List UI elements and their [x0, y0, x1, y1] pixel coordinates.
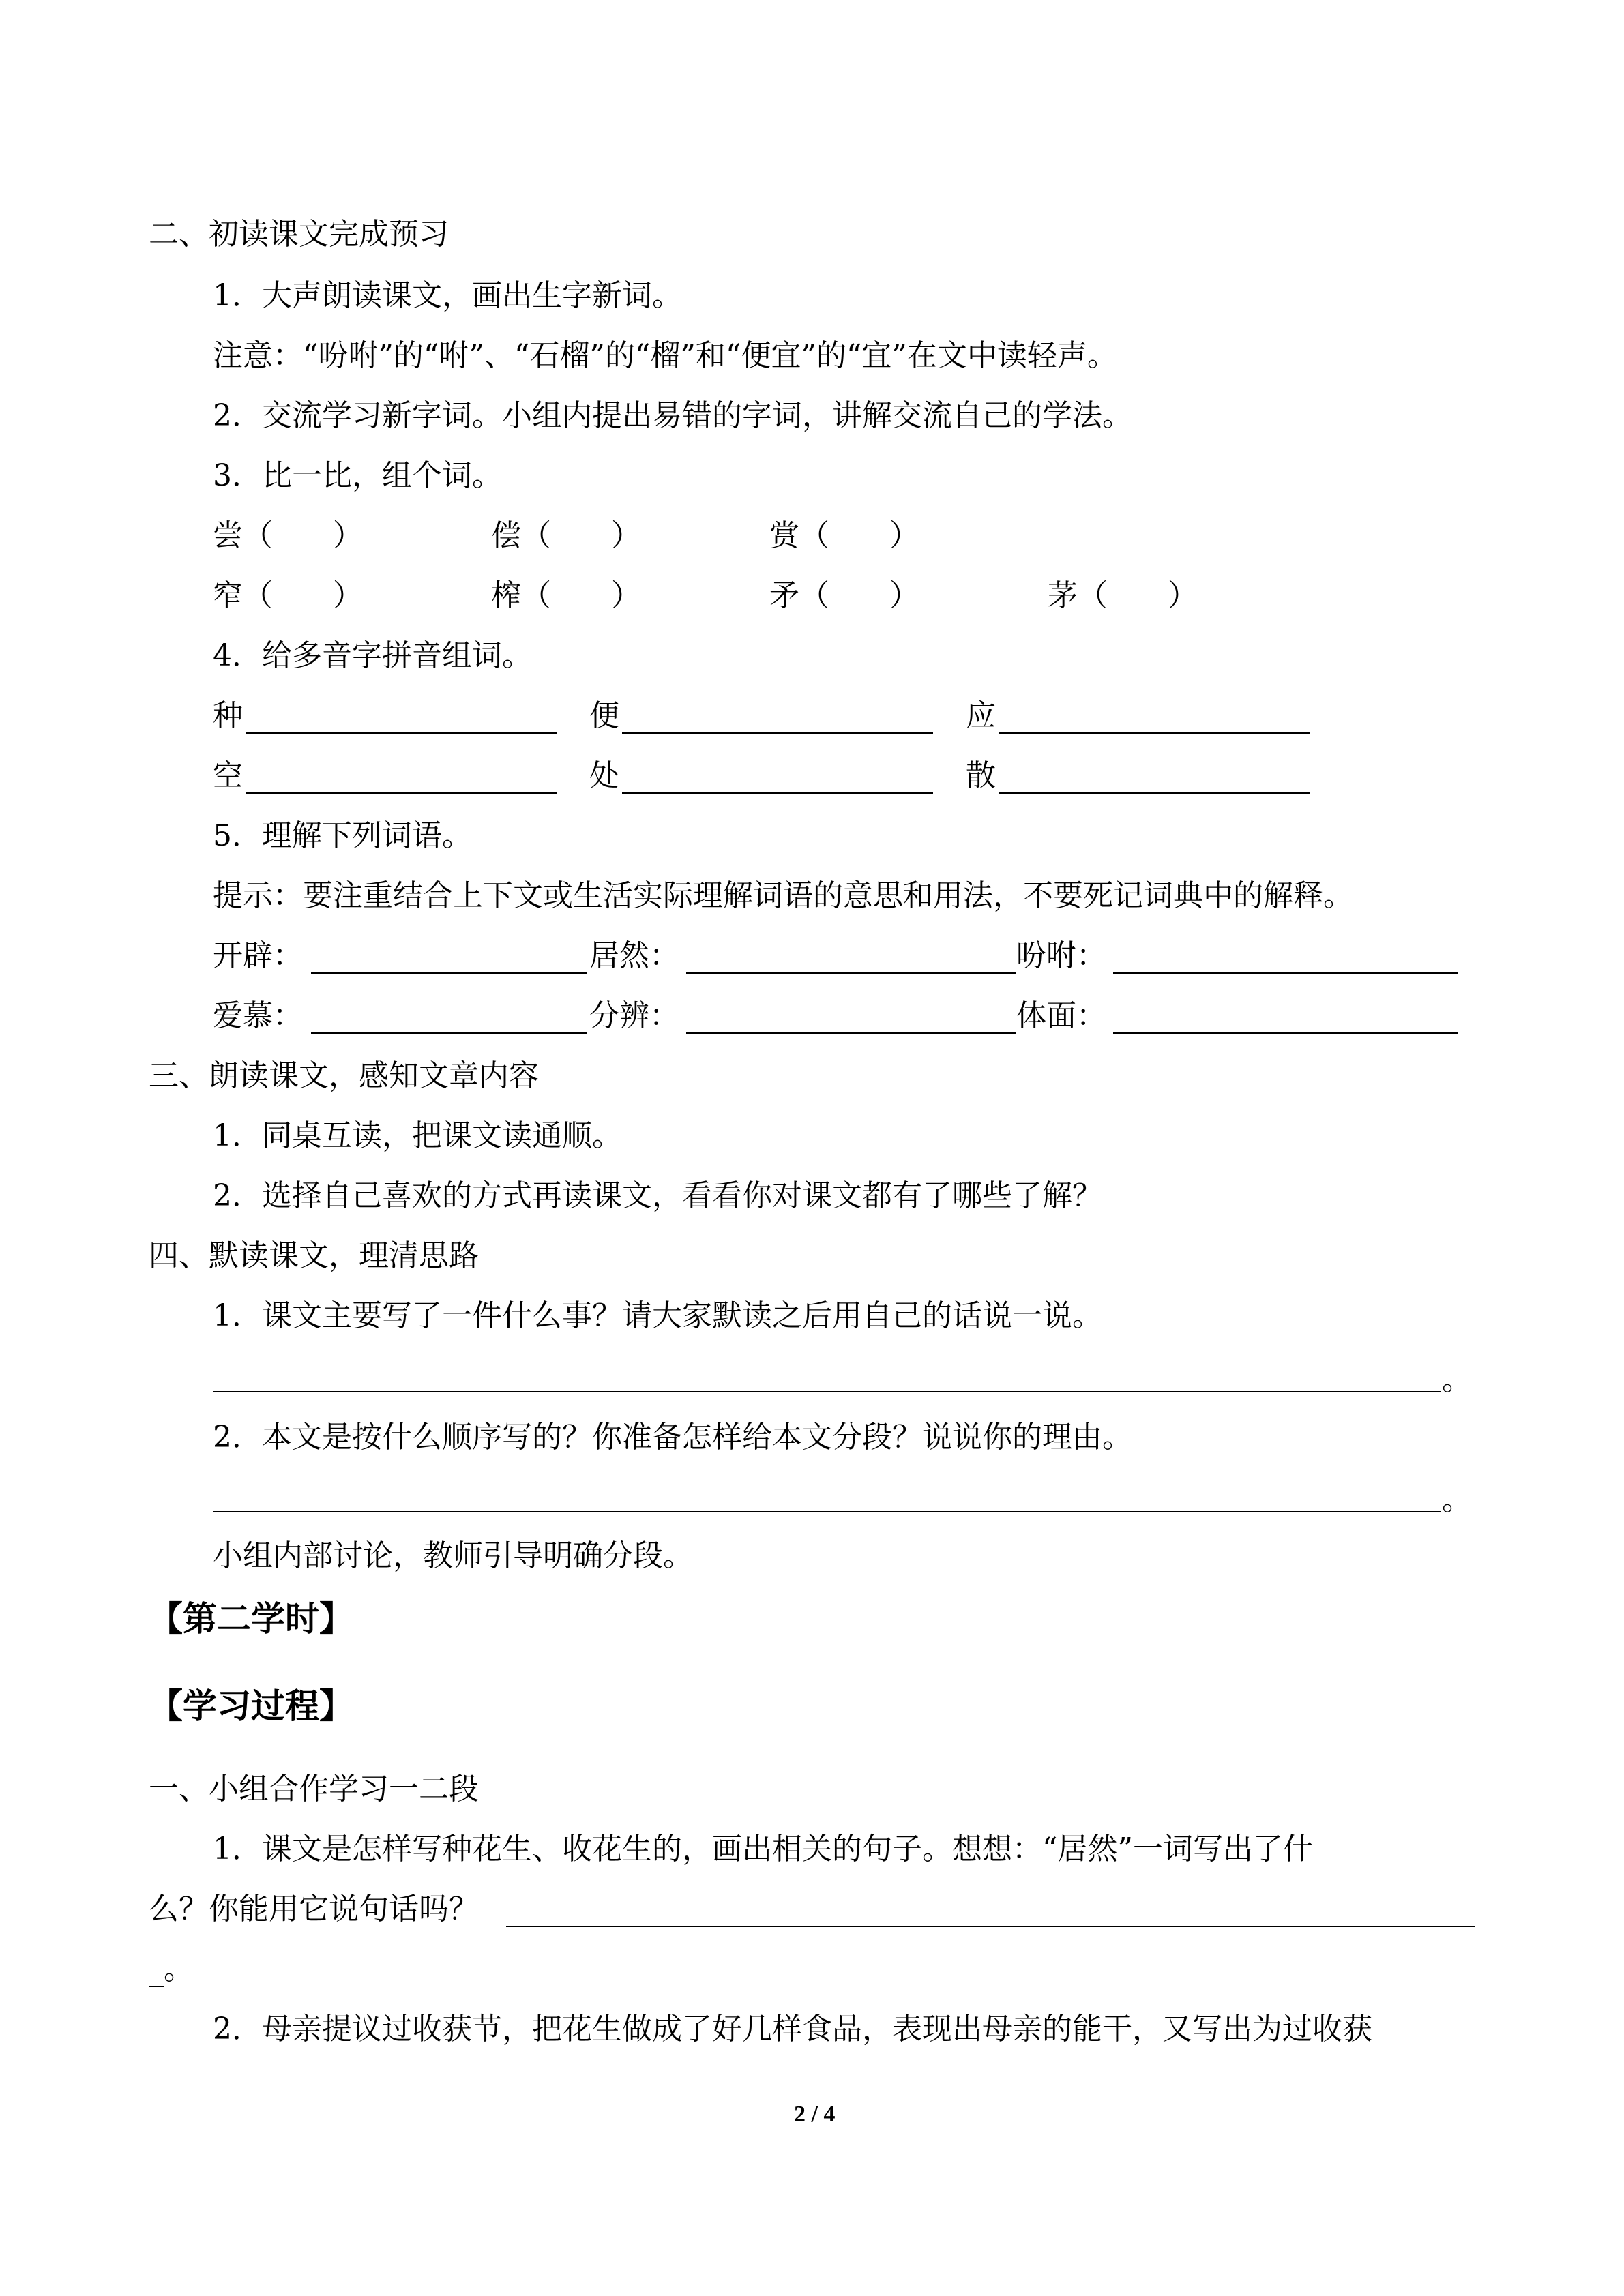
answer-line[interactable] [622, 732, 933, 734]
sec2-question-3: 3．比一比，组个词。 [213, 458, 502, 493]
period-mark: 。 [164, 1952, 194, 1986]
part2-title: 一、小组合作学习一二段 [149, 1772, 479, 1806]
sec2-question-2: 2．交流学习新字词。小组内提出易错的字词，讲解交流自己的学法。 [213, 398, 1132, 433]
answer-line[interactable] [686, 1032, 1016, 1034]
compare-item: 偿（ ） [491, 518, 641, 553]
term-label: 体面： [1016, 998, 1106, 1033]
section-3-title: 三、朗读课文，感知文章内容 [149, 1058, 539, 1093]
sec3-question-2: 2．选择自己喜欢的方式再读课文，看看你对课文都有了哪些了解？ [213, 1178, 1102, 1213]
page-number: 2 / 4 [794, 2102, 836, 2127]
answer-line[interactable] [213, 1391, 1441, 1392]
compare-item: 尝（ ） [213, 518, 363, 553]
term-label: 爱慕： [213, 998, 303, 1033]
answer-line[interactable] [506, 1926, 1475, 1927]
answer-line[interactable] [1113, 972, 1458, 974]
sec2-question-1: 1．大声朗读课文，画出生字新词。 [213, 278, 682, 313]
heading-second-period: 【第二学时】 [149, 1598, 353, 1639]
compare-item: 榨（ ） [491, 578, 641, 613]
answer-line[interactable] [149, 1986, 164, 1987]
sec2-question-4: 4．给多音字拼音组词。 [213, 638, 532, 673]
sec2-question-5: 5．理解下列词语。 [213, 818, 472, 853]
part2-question-1-line1: 1．课文是怎样写种花生、收花生的，画出相关的句子。想想：“居然”一词写出了什 [213, 1832, 1313, 1866]
compare-item: 窄（ ） [213, 578, 363, 613]
sec2-hint: 提示：要注重结合上下文或生活实际理解词语的意思和用法，不要死记词典中的解释。 [213, 878, 1353, 913]
poly-char: 空 [213, 758, 243, 793]
answer-line[interactable] [311, 1032, 587, 1034]
compare-item: 赏（ ） [769, 518, 919, 553]
heading-learning-process: 【学习过程】 [149, 1686, 353, 1726]
sec2-note: 注意：“吩咐”的“咐”、“石榴”的“榴”和“便宜”的“宜”在文中读轻声。 [213, 338, 1117, 373]
answer-line[interactable] [213, 1511, 1441, 1512]
term-label: 吩咐： [1016, 938, 1106, 973]
sec3-question-1: 1．同桌互读，把课文读通顺。 [213, 1118, 622, 1153]
period-mark: 。 [1442, 1362, 1472, 1397]
answer-line[interactable] [1113, 1032, 1458, 1034]
answer-line[interactable] [246, 792, 557, 794]
section-2-title: 二、初读课文完成预习 [149, 217, 449, 252]
sec4-discussion: 小组内部讨论，教师引导明确分段。 [213, 1538, 693, 1573]
compare-item: 茅（ ） [1048, 578, 1198, 613]
poly-char: 种 [213, 698, 243, 733]
answer-line[interactable] [999, 792, 1310, 794]
poly-char: 应 [966, 698, 996, 733]
period-mark: 。 [1442, 1482, 1472, 1517]
section-4-title: 四、默读课文，理清思路 [149, 1238, 479, 1273]
part2-question-1-line2: 么？你能用它说句话吗？ [149, 1892, 479, 1926]
term-label: 开辟： [213, 938, 303, 973]
answer-line[interactable] [999, 732, 1310, 734]
answer-line[interactable] [622, 792, 933, 794]
answer-line[interactable] [246, 732, 557, 734]
sec4-question-2: 2．本文是按什么顺序写的？你准备怎样给本文分段？说说你的理由。 [213, 1420, 1132, 1455]
poly-char: 散 [966, 758, 996, 793]
poly-char: 便 [589, 698, 619, 733]
answer-line[interactable] [311, 972, 587, 974]
term-label: 居然： [589, 938, 679, 973]
compare-item: 矛（ ） [769, 578, 919, 613]
sec4-question-1: 1．课文主要写了一件什么事？请大家默读之后用自己的话说一说。 [213, 1298, 1102, 1333]
answer-line[interactable] [686, 972, 1016, 974]
term-label: 分辨： [589, 998, 679, 1033]
part2-question-2-line1: 2．母亲提议过收获节，把花生做成了好几样食品，表现出母亲的能干，又写出为过收获 [213, 2012, 1372, 2046]
poly-char: 处 [589, 758, 619, 793]
